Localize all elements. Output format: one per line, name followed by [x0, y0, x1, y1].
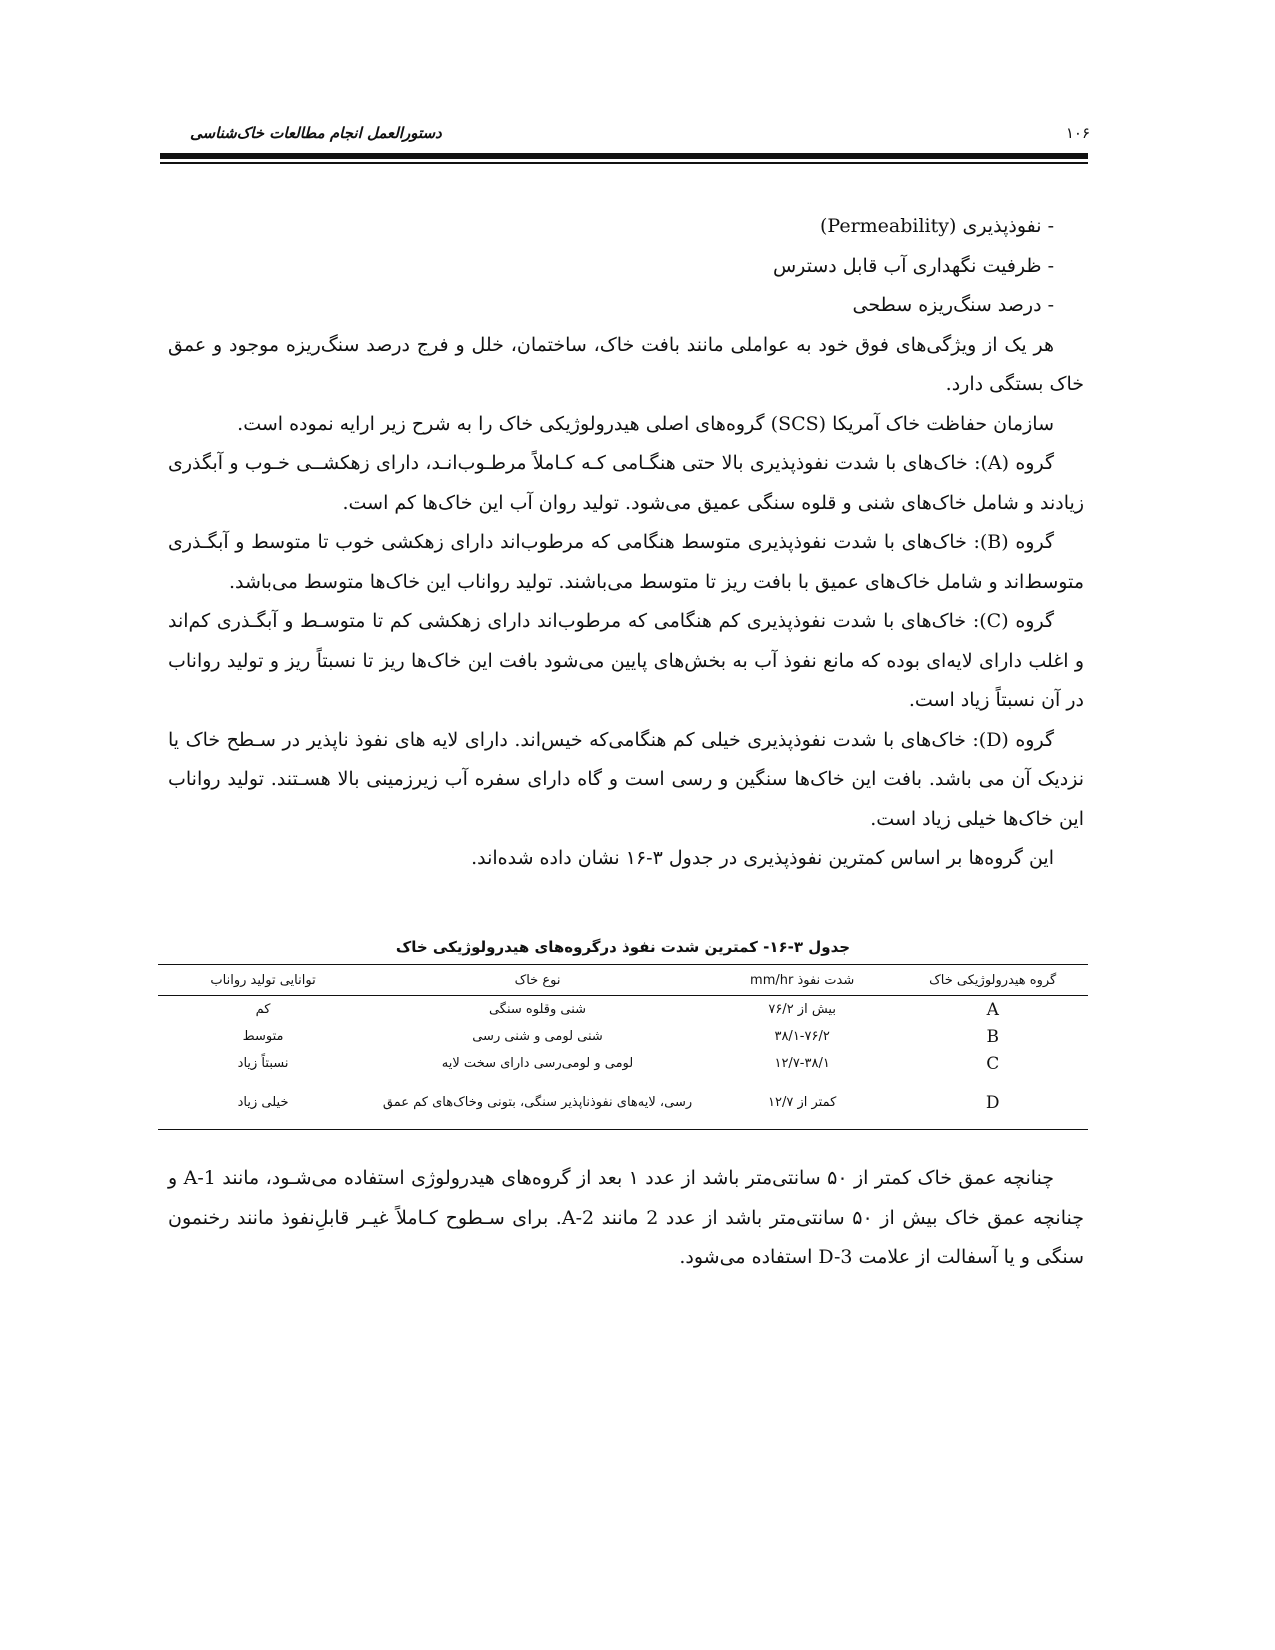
table-cell-rate: کمتر از ۱۲/۷	[707, 1077, 898, 1130]
table-cell-rate: ۱۲/۷-۳۸/۱	[774, 1056, 830, 1071]
table-row	[158, 1023, 1088, 1050]
paragraph-group-d: گروه (D): خاک‌های با شدت نفوذپذیری خیلی کم هنگامی‌که خیس‌اند. دارای لایه های نفوذ ناپذیر در سـطح خاک یا نزدیک آن می باشد. بافت این خاک‌ها سنگین و رسی است و گاه دارای سفره آب زیرزمینی بالا هسـتند. تولید رواناب این خاک‌ها خیلی زیاد است.	[168, 728, 1084, 830]
header-rule-thick	[160, 153, 1088, 159]
table-cell-soil-type: شنی وقلوه سنگی	[488, 1002, 587, 1017]
table-row	[158, 1050, 1088, 1077]
table-cell-runoff: خیلی زیاد	[158, 1077, 368, 1130]
bullet-surface-gravel: - درصد سنگ‌ریزه سطحی	[852, 294, 1054, 316]
paragraph-group-b: گروه (B): خاک‌های با شدت نفوذپذیری متوسط هنگامی که مرطوب‌اند دارای زهکشی خوب تا متوسط و آبگـذری متوسط‌اند و شامل خاک‌های عمیق با بافت ریز تا متوسط می‌باشند. تولید رواناب این خاک‌ها متوسط می‌باشد.	[168, 531, 1084, 593]
body-text-after-table	[168, 1159, 1084, 1278]
table-header-row	[158, 965, 1088, 996]
running-header-title: دستورالعمل انجام مطالعات خاک‌شناسی	[190, 124, 442, 142]
table-cell-group: A	[986, 999, 999, 1020]
header-rule-thin	[160, 162, 1088, 164]
table-header-cell: توانایی تولید رواناب	[158, 965, 368, 996]
table-cell-soil-type: شنی لومی و شنی رسی	[472, 1029, 603, 1044]
table-cell-group: C	[986, 1053, 1000, 1074]
hydrologic-groups-table	[158, 964, 1088, 1130]
bullet-water-capacity: - ظرفیت نگهداری آب قابل دسترس	[772, 254, 1054, 277]
paragraph-scs: سازمان حفاظت خاک آمریکا (SCS) گروه‌های اصلی هیدرولوژیکی خاک را به شرح زیر ارایه نموده است.	[237, 412, 1054, 435]
table-header-cell: نوع خاک	[368, 965, 707, 996]
bullet-permeability: - نفوذپذیری (Permeability)	[819, 215, 1054, 237]
body-text	[168, 207, 1084, 879]
paragraph-group-c: گروه (C): خاک‌های با شدت نفوذپذیری کم هنگامی که مرطوب‌اند دارای زهکشی کم تا متوسـط و آبگـذری کم‌اند و اغلب دارای لایه‌ای بوده که مانع نفوذ آب به بخش‌های پایین می‌شود بافت این خاک‌ها ریز تا نسبتاً ریز و تولید رواناب در آن نسبتاً زیاد است.	[168, 610, 1084, 711]
table-cell-group: B	[986, 1026, 999, 1047]
table-cell-soil-type: لومی و لومی‌رسی دارای سخت لایه	[441, 1056, 634, 1071]
table-cell-group: D	[897, 1077, 1088, 1130]
table-cell-runoff: نسبتاً زیاد	[237, 1056, 289, 1071]
table-cell-rate: بیش از ۷۶/۲	[768, 1002, 836, 1017]
table-cell-rate: ۳۸/۱-۷۶/۲	[774, 1029, 830, 1044]
paragraph-depth-suffix: چنانچه عمق خاک کمتر از ۵۰ سانتی‌متر باشد از عدد ۱ بعد از گروه‌های هیدرولوژی استفاده می‌شـود، مانند A-1 و چنانچه عمق خاک بیش از ۵۰ سانتی‌متر باشد از عدد 2 مانند A-2. برای سـطوح کـاملاً غیـر قابلِ‌نفوذ مانند رخنمون سنگی و یا آسفالت از علامت D-3 استفاده می‌شود.	[168, 1167, 1084, 1268]
table-row	[158, 996, 1088, 1024]
paragraph-group-a: گروه (A): خاک‌های با شدت نفوذپذیری بالا حتی هنگـامی کـه کـاملاً مرطـوب‌انـد، دارای زهکشــی خـوب و آبگذری زیادند و شامل خاک‌های شنی و قلوه سنگی عمیق می‌شود. تولید روان آب این خاک‌ها کم است.	[168, 452, 1084, 514]
page-number: ۱۰۶	[1065, 124, 1090, 142]
table-header-cell: گروه هیدرولوژیکی خاک	[897, 965, 1088, 996]
table-cell-runoff: کم	[255, 1002, 271, 1017]
table-row	[158, 1077, 1088, 1130]
table-caption: جدول ۳-۱۶- کمترین شدت نفوذ درگروه‌های هیدرولوژیکی خاک	[395, 938, 851, 956]
paragraph-factors: هر یک از ویژگی‌های فوق خود به عواملی مانند بافت خاک، ساختمان، خلل و فرج درصد سنگ‌ریزه موجود و عمق خاک بستگی دارد.	[168, 333, 1084, 395]
paragraph-table-ref: این گروه‌ها بر اساس کمترین نفوذپذیری در جدول ۳-۱۶ نشان داده شده‌اند.	[471, 847, 1054, 869]
table-cell-soil-type: رسی، لایه‌های نفوذناپذیر سنگی، بتونی وخاک‌های کم عمق	[368, 1077, 707, 1130]
table-header-cell: شدت نفوذ mm/hr	[707, 965, 898, 996]
table-cell-runoff: متوسط	[242, 1029, 284, 1044]
